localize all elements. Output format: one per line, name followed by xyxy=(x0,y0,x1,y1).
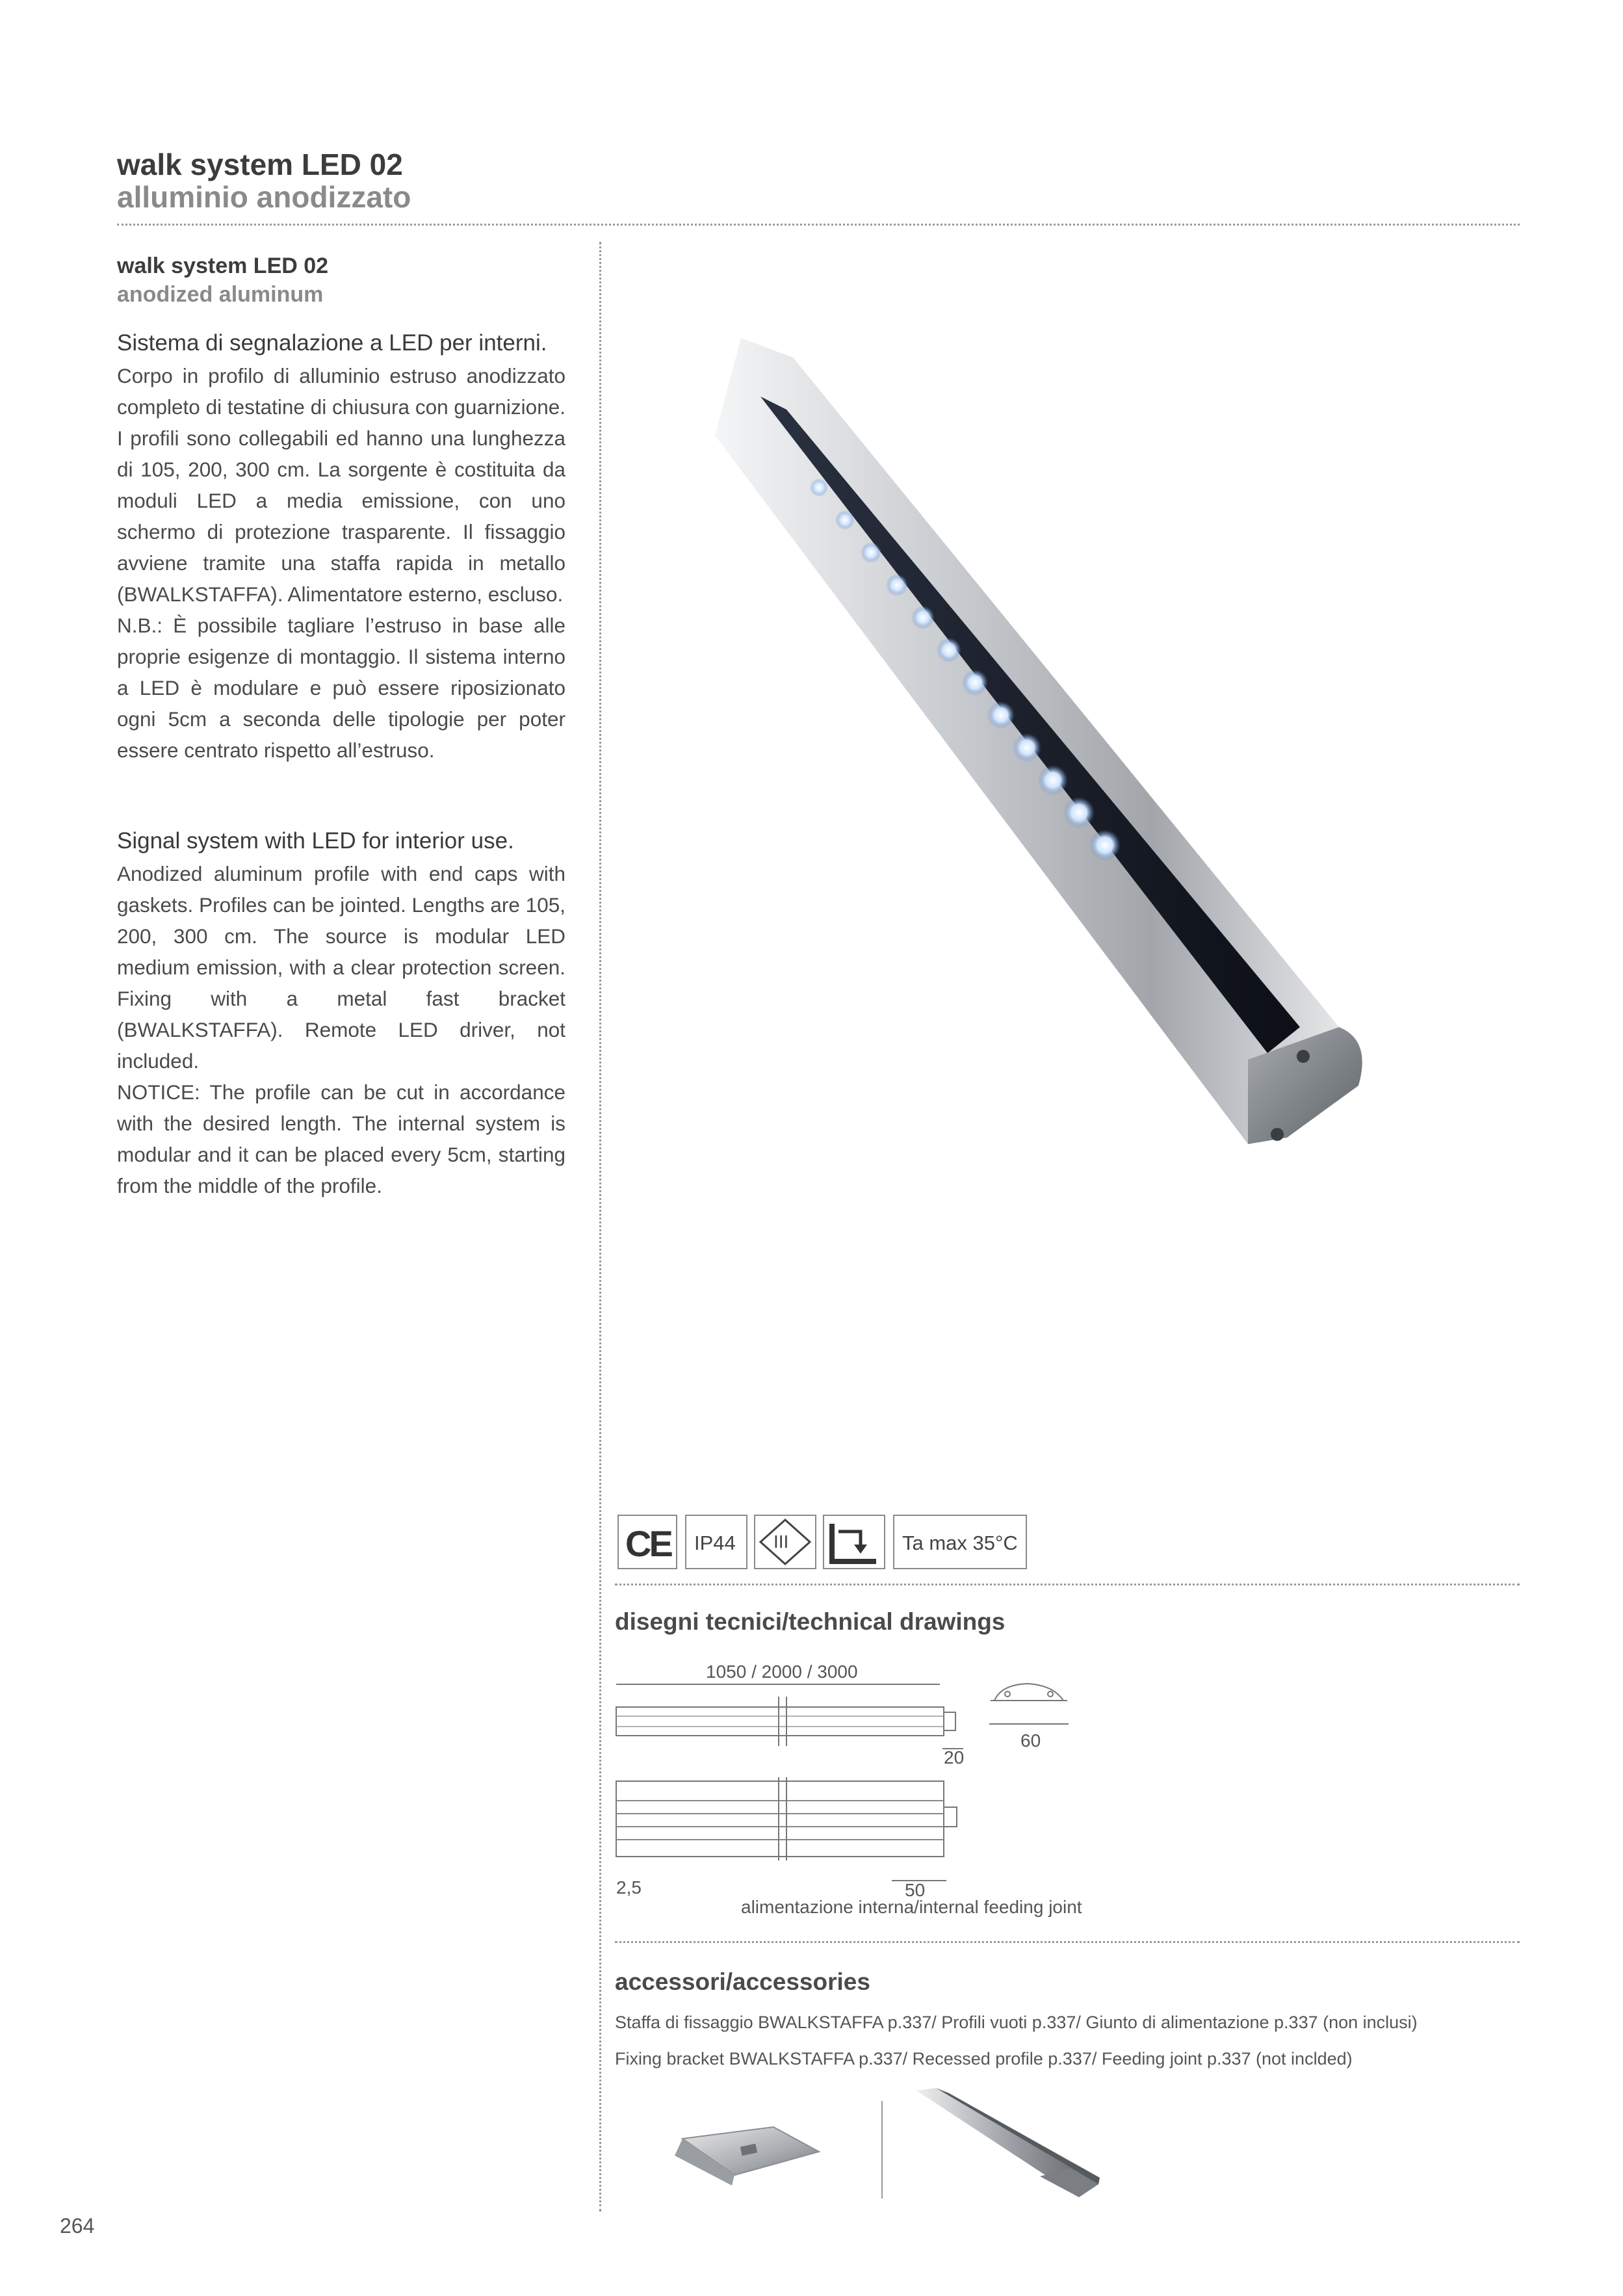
drawings-heading: disegni tecnici/technical drawings xyxy=(615,1608,1006,1635)
profile-accessory-image xyxy=(910,2087,1105,2204)
italian-note: N.B.: È possibile tagliare l’estruso in base alle proprie esigenze di montaggio. Il sistema interno a LED è modulare e può essere riposizionato ogni 5cm a seconda delle tipologie per poter essere centrato rispetto all’estruso. xyxy=(117,614,565,762)
joint-dimension: 50 xyxy=(905,1880,926,1900)
product-name: walk system LED 02 xyxy=(117,254,329,278)
drawings-divider xyxy=(615,1941,1520,1943)
column-divider xyxy=(599,242,601,2211)
class-iii-text: III xyxy=(773,1532,789,1552)
ip-rating-text: IP44 xyxy=(694,1532,736,1554)
accessories-heading: accessori/accessories xyxy=(615,1968,870,1995)
bracket-accessory-image xyxy=(669,2113,832,2191)
thickness-dimension: 2,5 xyxy=(616,1877,642,1898)
english-body: Anodized aluminum profile with end caps with gaskets. Profiles can be jointed. Lengths are 105, 200, 300 cm. The source is modular LED medium emission, with a clear protection screen. Fixing with a metal fast bracket (BWALKSTAFFA). Remote LED driver, not included. xyxy=(117,862,565,1073)
ce-mark-icon xyxy=(617,1515,677,1569)
length-dimension: 1050 / 2000 / 3000 xyxy=(706,1662,858,1682)
icons-divider xyxy=(615,1584,1520,1585)
height-dimension: 20 xyxy=(944,1747,965,1768)
ip-rating-icon xyxy=(685,1515,747,1569)
english-description xyxy=(117,824,565,1201)
accessories-italian: Staffa di fissaggio BWALKSTAFFA p.337/ Profili vuoti p.337/ Giunto di alimentazione p.337 (non inclusi) xyxy=(615,2013,1418,2032)
ce-mark-text: CE xyxy=(625,1523,671,1564)
class-iii-icon xyxy=(754,1515,816,1569)
temperature-rating-icon xyxy=(893,1515,1027,1569)
width-dimension: 60 xyxy=(1020,1730,1041,1751)
page-subtitle: alluminio anodizzato xyxy=(117,180,411,214)
length-dimension-line xyxy=(616,1684,940,1685)
english-note: NOTICE: The profile can be cut in accordance with the desired length. The internal system is modular and it can be placed every 5cm, starting from the middle of the profile. xyxy=(117,1080,565,1197)
english-lead: Signal system with LED for interior use. xyxy=(117,828,514,854)
page-title: walk system LED 02 xyxy=(117,148,403,181)
top-view-drawing xyxy=(615,1775,979,1866)
accessories-separator xyxy=(881,2101,883,2198)
section-view-drawing xyxy=(988,1677,1072,1729)
header-divider xyxy=(117,224,1520,226)
drawings-caption: alimentazione interna/internal feeding joint xyxy=(741,1897,1082,1917)
product-finish: anodized aluminum xyxy=(117,282,324,307)
page-number: 264 xyxy=(60,2214,95,2237)
italian-lead: Sistema di segnalazione a LED per interni. xyxy=(117,330,547,356)
italian-body: Corpo in profilo di alluminio estruso anodizzato completo di testatine di chiusura con guarnizione. I profili sono collegabili ed hanno una lunghezza di 105, 200, 300 cm. La sorgente è costituita da moduli LED a media emissione, con uno schermo di protezione trasparente. Il fissaggio avviene tramite una staffa rapida in metallo (BWALKSTAFFA). Alimentatore esterno, escluso. xyxy=(117,364,565,606)
side-view-drawing xyxy=(615,1697,979,1768)
product-photo xyxy=(715,338,1378,1183)
italian-description xyxy=(117,326,565,766)
temperature-text: Ta max 35°C xyxy=(902,1532,1018,1554)
accessories-english: Fixing bracket BWALKSTAFFA p.337/ Recessed profile p.337/ Feeding joint p.337 (not inclded) xyxy=(615,2049,1353,2068)
mounting-surface-icon xyxy=(823,1515,885,1569)
